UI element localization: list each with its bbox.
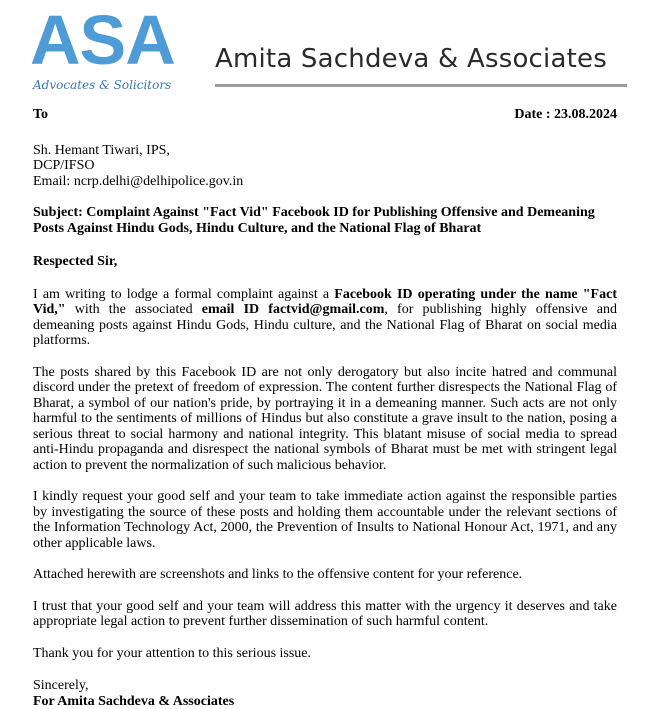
to-date-row [33, 107, 617, 123]
header-divider [215, 84, 627, 87]
para1-text-e: , for publishing highly offensive and demeaning posts against Hindu Gods, Hindu culture, and the National Flag of Bharat on social media platforms. [33, 302, 617, 348]
letter-date: Date : 23.08.2024 [514, 107, 617, 123]
recipient-name: Sh. Hemant Tiwari, IPS, [33, 143, 617, 159]
salutation: Respected Sir, [33, 254, 617, 270]
letter-body [33, 107, 617, 709]
paragraph-1 [33, 287, 617, 349]
recipient-address [33, 143, 617, 190]
paragraph-6: Thank you for your attention to this serious issue. [33, 646, 617, 662]
recipient-designation: DCP/IFSO [33, 158, 617, 174]
closing: Sincerely, [33, 678, 617, 694]
paragraph-3: I kindly request your good self and your team to take immediate action against the responsible parties by investigating the source of these posts and holding them accountable under the relevant sections of the Information Technology Act, 2000, the Prevention of Insults to National Honour Act, 1971, and any other applicable laws. [33, 489, 617, 551]
paragraph-4: Attached herewith are screenshots and links to the offensive content for your reference. [33, 567, 617, 583]
subject-line: Subject: Complaint Against "Fact Vid" Facebook ID for Publishing Offensive and Demeaning Posts Against Hindu Gods, Hindu Culture, and the National Flag of Bharat [33, 205, 617, 236]
firm-logo: ASA [30, 4, 175, 76]
paragraph-5: I trust that your good self and your team will address this matter with the urgency it deserves and take appropriate legal action to prevent further dissemination of such harmful content. [33, 599, 617, 630]
firm-name: Amita Sachdeva & Associates [215, 44, 607, 74]
signature-line [33, 694, 617, 709]
to-label: To [33, 107, 48, 123]
paragraph-2: The posts shared by this Facebook ID are not only derogatory but also incite hatred and communal discord under the pretext of freedom of expression. The content further disrespects the National Flag of Bharat, a symbol of our nation's pride, by portraying it in a demeaning manner. Such acts are not only harmful to the sentiments of millions of Hindus but also constitute a grave insult to the nation, posing a serious threat to social harmony and national integrity. This blatant misuse of social media to spread anti-Hindu propaganda and disrespect the national symbols of Bharat must be met with stringent legal action to prevent the normalization of such malicious behavior. [33, 365, 617, 474]
subject-label: Subject [33, 205, 78, 220]
logo-tagline: Advocates & Solicitors [33, 78, 171, 92]
recipient-email: Email: ncrp.delhi@delhipolice.gov.in [33, 174, 617, 190]
letterhead [0, 0, 657, 100]
subject-text: Complaint Against "Fact Vid" Facebook ID for Publishing Offensive and Demeaning Posts Against Hindu Gods, Hindu Culture, and the National Flag of Bharat [33, 205, 595, 236]
para1-text-c: with the associated [66, 302, 202, 317]
para1-text-a: I am writing to lodge a formal complaint against a [33, 287, 334, 302]
para1-facebook-id: Facebook ID operating under the name "Fact Vid," [33, 287, 617, 318]
para1-email-id: email ID factvid@gmail.com [202, 302, 385, 317]
signature: For Amita Sachdeva & Associates [33, 694, 234, 709]
